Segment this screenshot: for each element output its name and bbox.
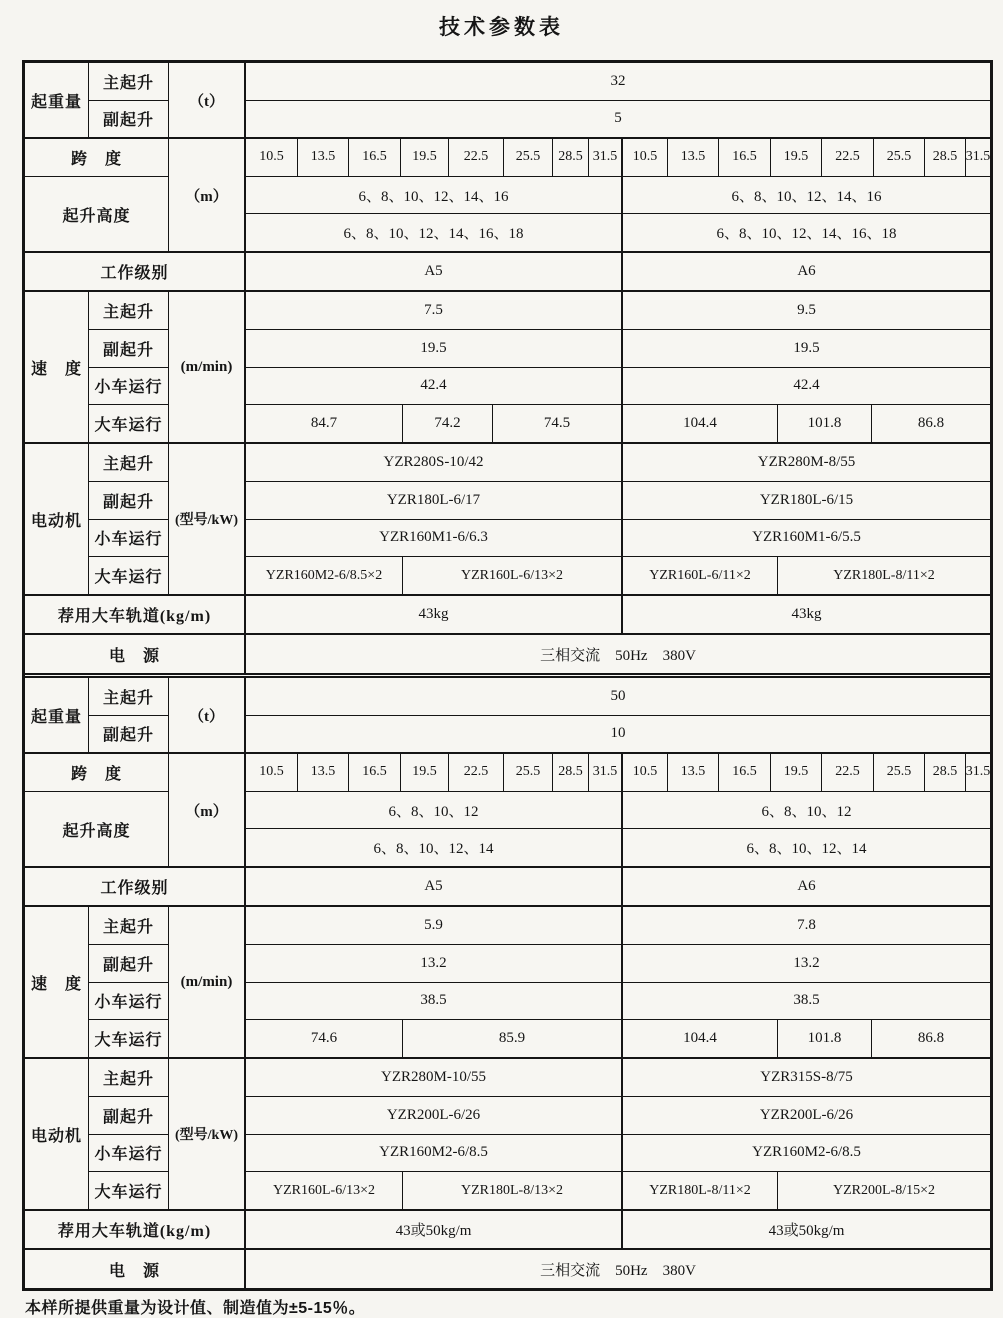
table-row — [246, 1135, 990, 1173]
capacity-block — [25, 678, 990, 754]
span-height-block — [25, 754, 990, 868]
speed-crane-cell: 101.8 — [778, 405, 872, 442]
trolley-travel-label: 小车运行 — [89, 1135, 168, 1173]
table-row — [246, 716, 990, 753]
lift-height-row-1 — [246, 792, 990, 830]
duty-class-a6: A6 — [797, 263, 816, 279]
unit-model-kw: (型号/kW) — [169, 1059, 246, 1209]
motor-aux-a6: YZR200L-6/26 — [759, 1106, 854, 1123]
duty-class-values — [246, 253, 990, 290]
aux-hoist-label: 副起升 — [89, 330, 168, 368]
table-row — [246, 907, 990, 945]
motor-crane-cells-a5 — [246, 1172, 623, 1209]
lift-height-1-a5: 6、8、10、12、14、16 — [246, 177, 623, 214]
aux-hoist-label: 副起升 — [89, 945, 168, 983]
unit-model-kw: (型号/kW) — [169, 444, 246, 594]
motor-label: 电动机 — [25, 444, 89, 594]
span-cell: 22.5 — [449, 754, 504, 791]
table-row — [246, 983, 990, 1021]
duty-class-block — [25, 253, 990, 292]
speed-trolley-a5: 38.5 — [246, 983, 623, 1020]
speed-crane-cells-a6 — [623, 405, 990, 442]
motor-aux-a5: YZR200L-6/26 — [246, 1097, 623, 1134]
capacity-sublabels — [89, 63, 169, 137]
unit-t: （t） — [169, 678, 246, 752]
parameters-table — [22, 60, 993, 1291]
rail-a6: 43kg — [791, 606, 822, 622]
motor-crane-cell: YZR180L-8/11×2 — [833, 567, 935, 583]
speed-sublabels — [89, 292, 169, 442]
lift-height-2-a6: 6、8、10、12、14 — [746, 841, 867, 858]
aux-hoist-label: 副起升 — [102, 112, 154, 130]
span-cell: 13.5 — [298, 139, 349, 176]
trolley-travel-label: 小车运行 — [89, 983, 168, 1021]
span-cell: 10.5 — [246, 139, 298, 176]
motor-crane-cell: YZR160M2-6/8.5×2 — [246, 557, 403, 594]
span-cell: 13.5 — [298, 754, 349, 791]
aux-hoist-label: 副起升 — [89, 1097, 168, 1135]
speed-crane-cells-a5 — [246, 1020, 623, 1057]
unit-m: （m） — [169, 139, 246, 251]
table-row — [246, 368, 990, 406]
main-hoist-label: 主起升 — [89, 1059, 168, 1097]
span-cell: 19.5 — [401, 139, 449, 176]
power-values — [246, 1250, 990, 1288]
span-cell: 31.5 — [589, 754, 623, 791]
main-hoist-label: 主起升 — [89, 907, 168, 945]
table-row — [246, 1250, 990, 1288]
lift-height-1-a5: 6、8、10、12 — [246, 792, 623, 829]
crane-travel-label: 大车运行 — [94, 417, 163, 435]
speed-label: 速 度 — [25, 907, 89, 1057]
rail-values — [246, 596, 990, 633]
motor-sublabels — [89, 444, 169, 594]
span-cell: 19.5 — [771, 754, 822, 791]
motor-values — [246, 1059, 990, 1209]
span-cell: 19.5 — [771, 139, 822, 176]
unit-m-min: (m/min) — [169, 907, 246, 1057]
lift-height-label: 起升高度 — [62, 207, 131, 225]
main-hoist-label: 主起升 — [89, 292, 168, 330]
table-row — [246, 678, 990, 716]
power-value: 三相交流 50Hz 380V — [540, 1262, 696, 1279]
span-height-labels — [25, 754, 169, 866]
duty-class-a5: A5 — [246, 253, 623, 290]
speed-block — [25, 907, 990, 1059]
lift-height-1-a6: 6、8、10、12 — [761, 803, 852, 820]
table-row — [246, 292, 990, 330]
speed-trolley-a6: 42.4 — [793, 377, 820, 394]
speed-values — [246, 907, 990, 1057]
motor-crane-cell: YZR160L-6/13×2 — [403, 557, 623, 594]
speed-crane-cell: 74.2 — [403, 405, 493, 442]
speed-crane-cell: 85.9 — [403, 1020, 623, 1057]
motor-main-a6: YZR315S-8/75 — [760, 1068, 853, 1085]
unit-m: （m） — [169, 754, 246, 866]
lift-height-row-2 — [246, 214, 990, 251]
span-height-block — [25, 139, 990, 253]
motor-crane-cells-a6 — [623, 1172, 990, 1209]
trolley-travel-label: 小车运行 — [89, 368, 168, 406]
aux-hoist-label: 副起升 — [89, 482, 168, 520]
speed-sublabels — [89, 907, 169, 1057]
span-cells-a6 — [623, 139, 990, 176]
motor-trolley-a5: YZR160M2-6/8.5 — [246, 1135, 623, 1172]
power-label: 电 源 — [25, 635, 246, 673]
motor-aux-a5: YZR180L-6/17 — [246, 482, 623, 519]
motor-block — [25, 444, 990, 596]
motor-main-a6: YZR280M-8/55 — [757, 453, 856, 470]
table-row — [246, 482, 990, 520]
main-hoist-label: 主起升 — [89, 678, 168, 716]
table-row — [246, 596, 990, 633]
span-cell: 25.5 — [504, 139, 553, 176]
crane-travel-label: 大车运行 — [94, 1032, 163, 1050]
table-row — [246, 1097, 990, 1135]
power-block — [25, 635, 990, 673]
span-cell: 16.5 — [349, 139, 401, 176]
speed-main-a5: 5.9 — [246, 907, 623, 944]
span-cell: 28.5 — [925, 754, 966, 791]
span-cell: 28.5 — [553, 139, 589, 176]
table-row — [246, 520, 990, 558]
span-height-labels — [25, 139, 169, 251]
rail-values — [246, 1211, 990, 1248]
lift-height-label: 起升高度 — [62, 822, 131, 840]
rail-a5: 43kg — [246, 596, 623, 633]
span-cell: 28.5 — [925, 139, 966, 176]
motor-aux-a6: YZR180L-6/15 — [759, 491, 854, 508]
motor-main-a5: YZR280S-10/42 — [246, 444, 623, 481]
capacity-label: 起重量 — [25, 63, 89, 137]
span-cell: 19.5 — [401, 754, 449, 791]
span-cells-a5 — [246, 139, 623, 176]
rail-a6: 43或50kg/m — [768, 1223, 845, 1239]
span-cell: 16.5 — [719, 754, 771, 791]
span-row — [246, 139, 990, 177]
span-row — [246, 754, 990, 792]
span-height-values — [246, 139, 990, 251]
speed-crane-row — [246, 1020, 990, 1057]
motor-main-a5: YZR280M-10/55 — [246, 1059, 623, 1096]
motor-values — [246, 444, 990, 594]
table-row — [246, 868, 990, 905]
trolley-travel-label: 小车运行 — [89, 520, 168, 558]
speed-block — [25, 292, 990, 444]
footnote: 本样所提供重量为设计值、制造值为±5-15％。 — [25, 1300, 366, 1317]
capacity-main-value: 32 — [610, 72, 626, 89]
motor-trolley-a6: YZR160M2-6/8.5 — [752, 1144, 861, 1161]
span-cells-a6 — [623, 754, 990, 791]
speed-aux-a5: 13.2 — [246, 945, 623, 982]
span-cell: 22.5 — [449, 139, 504, 176]
lift-height-row-1 — [246, 177, 990, 215]
power-values — [246, 635, 990, 673]
capacity-aux-value: 10 — [610, 725, 626, 742]
unit-t: （t） — [169, 63, 246, 137]
speed-crane-cell: 104.4 — [623, 405, 778, 442]
table-row — [246, 945, 990, 983]
speed-crane-cells-a6 — [623, 1020, 990, 1057]
span-cell: 31.5 — [966, 764, 990, 780]
speed-main-a5: 7.5 — [246, 292, 623, 329]
speed-crane-cell: 74.5 — [493, 405, 623, 442]
table-row — [246, 444, 990, 482]
motor-trolley-a6: YZR160M1-6/5.5 — [752, 529, 861, 546]
span-cell: 25.5 — [874, 754, 925, 791]
span-cell: 10.5 — [623, 139, 668, 176]
span-cell: 16.5 — [349, 754, 401, 791]
span-cell: 25.5 — [504, 754, 553, 791]
motor-crane-cell: YZR180L-8/13×2 — [403, 1172, 623, 1209]
speed-crane-row — [246, 405, 990, 442]
table-row — [246, 1211, 990, 1248]
power-block — [25, 1250, 990, 1288]
power-label: 电 源 — [25, 1250, 246, 1288]
motor-crane-cell: YZR160L-6/11×2 — [623, 557, 778, 594]
span-cell: 28.5 — [553, 754, 589, 791]
span-cell: 31.5 — [589, 139, 623, 176]
table-row — [246, 1059, 990, 1097]
duty-class-a6: A6 — [797, 878, 816, 894]
rail-block — [25, 596, 990, 635]
speed-label: 速 度 — [25, 292, 89, 442]
table-row — [246, 63, 990, 101]
motor-crane-cells-a6 — [623, 557, 990, 594]
speed-trolley-a5: 42.4 — [246, 368, 623, 405]
motor-crane-cell: YZR160L-6/13×2 — [246, 1172, 403, 1209]
speed-values — [246, 292, 990, 442]
table-row — [246, 635, 990, 673]
capacity-values — [246, 63, 990, 137]
span-cell: 10.5 — [246, 754, 298, 791]
motor-crane-row — [246, 1172, 990, 1209]
motor-crane-cell: YZR200L-8/15×2 — [833, 1182, 935, 1198]
capacity-block — [25, 63, 990, 139]
speed-aux-a5: 19.5 — [246, 330, 623, 367]
speed-aux-a6: 13.2 — [793, 954, 820, 971]
speed-aux-a6: 19.5 — [793, 339, 820, 356]
capacity-aux-value: 5 — [614, 110, 622, 127]
speed-crane-cell: 84.7 — [246, 405, 403, 442]
capacity-main-value: 50 — [610, 687, 626, 704]
power-value: 三相交流 50Hz 380V — [540, 647, 696, 664]
page-title: 技术参数表 — [439, 16, 564, 39]
lift-height-2-a5: 6、8、10、12、14、16、18 — [246, 214, 623, 251]
span-cell: 22.5 — [822, 754, 874, 791]
span-cell: 22.5 — [822, 139, 874, 176]
duty-class-block — [25, 868, 990, 907]
duty-class-a5: A5 — [246, 868, 623, 905]
span-cell: 13.5 — [668, 139, 719, 176]
section-32t — [25, 63, 990, 673]
rail-a5: 43或50kg/m — [246, 1211, 623, 1248]
speed-trolley-a6: 38.5 — [793, 992, 820, 1009]
lift-height-2-a6: 6、8、10、12、14、16、18 — [716, 226, 897, 243]
rail-label: 荐用大车轨道(kg/m) — [25, 1211, 246, 1248]
motor-label: 电动机 — [25, 1059, 89, 1209]
span-cells-a5 — [246, 754, 623, 791]
lift-height-2-a5: 6、8、10、12、14 — [246, 829, 623, 866]
speed-crane-cell: 74.6 — [246, 1020, 403, 1057]
speed-main-a6: 9.5 — [797, 301, 816, 318]
capacity-values — [246, 678, 990, 752]
table-row — [246, 253, 990, 290]
motor-crane-row — [246, 557, 990, 594]
motor-sublabels — [89, 1059, 169, 1209]
crane-travel-label: 大车运行 — [94, 1184, 163, 1202]
main-hoist-label: 主起升 — [89, 444, 168, 482]
speed-crane-cell: 86.8 — [917, 1030, 945, 1047]
span-cell: 31.5 — [966, 149, 990, 165]
span-height-values — [246, 754, 990, 866]
capacity-label: 起重量 — [25, 678, 89, 752]
speed-crane-cell: 86.8 — [917, 415, 945, 432]
lift-height-row-2 — [246, 829, 990, 866]
span-cell: 10.5 — [623, 754, 668, 791]
aux-hoist-label: 副起升 — [102, 727, 154, 745]
table-row — [246, 330, 990, 368]
rail-block — [25, 1211, 990, 1250]
speed-crane-cell: 104.4 — [623, 1020, 778, 1057]
span-cell: 16.5 — [719, 139, 771, 176]
span-label: 跨 度 — [25, 754, 168, 792]
table-row — [246, 101, 990, 138]
span-label: 跨 度 — [25, 139, 168, 177]
motor-crane-cell: YZR180L-8/11×2 — [623, 1172, 778, 1209]
duty-class-label: 工作级别 — [25, 868, 246, 905]
motor-crane-cells-a5 — [246, 557, 623, 594]
motor-block — [25, 1059, 990, 1211]
span-cell: 13.5 — [668, 754, 719, 791]
duty-class-values — [246, 868, 990, 905]
main-hoist-label: 主起升 — [89, 63, 168, 101]
crane-travel-label: 大车运行 — [94, 569, 163, 587]
unit-m-min: (m/min) — [169, 292, 246, 442]
span-cell: 25.5 — [874, 139, 925, 176]
speed-crane-cell: 101.8 — [778, 1020, 872, 1057]
capacity-sublabels — [89, 678, 169, 752]
speed-crane-cells-a5 — [246, 405, 623, 442]
motor-trolley-a5: YZR160M1-6/6.3 — [246, 520, 623, 557]
duty-class-label: 工作级别 — [25, 253, 246, 290]
rail-label: 荐用大车轨道(kg/m) — [25, 596, 246, 633]
section-50t — [25, 678, 990, 1288]
lift-height-1-a6: 6、8、10、12、14、16 — [731, 188, 882, 205]
speed-main-a6: 7.8 — [797, 916, 816, 933]
